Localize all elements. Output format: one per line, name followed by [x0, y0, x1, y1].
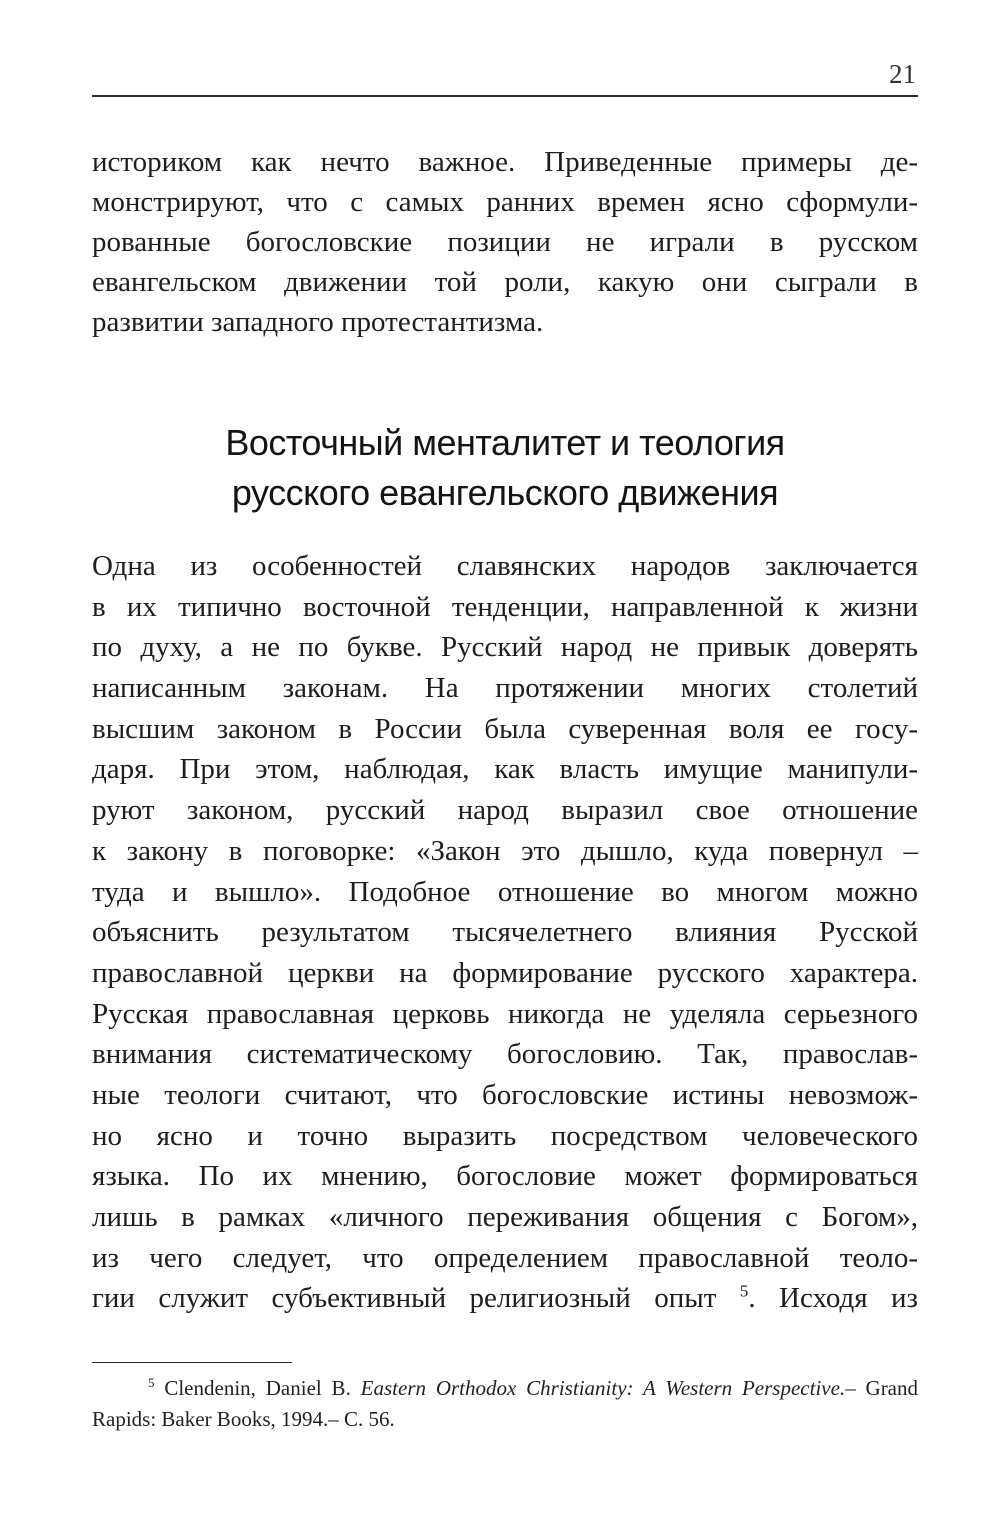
text-line: внимания систематическому богословию. Так, православ-: [92, 1038, 918, 1071]
text-line: к закону в поговорке: «Закон это дышло, куда повернул –: [92, 834, 918, 867]
page-number: 21: [889, 59, 916, 89]
section-heading-line-2: русского евангельского движения: [231, 472, 779, 513]
footnote-rule: [92, 1362, 292, 1363]
footnote: [92, 1373, 918, 1435]
paragraph-main: [92, 546, 918, 1319]
text-line: написанным законам. На протяжении многих столетий: [92, 672, 918, 705]
text-line: языка. По их мнению, богословие может формироваться: [92, 1160, 918, 1193]
text-line: высшим законом в России была суверенная воля ее госу-: [92, 712, 918, 745]
text-line: Одна из особенностей славянских народов заключается: [92, 550, 918, 582]
text-line: развитии западного протестантизма.: [92, 306, 544, 338]
text-line: историком как нечто важное. Приведенные примеры де-: [92, 146, 918, 178]
paragraph-continuation: [92, 142, 918, 342]
text-line: лишь в рамках «личного переживания общения с Богом»,: [92, 1201, 918, 1233]
text-line: руют законом, русский народ выразил свое отношение: [92, 794, 918, 827]
header-rule: [92, 95, 918, 97]
footnote-line-1: [92, 1373, 918, 1404]
text-line: даря. При этом, наблюдая, как власть имущие манипули-: [92, 753, 918, 786]
text-line: православной церкви на формирование русского характера.: [92, 956, 918, 989]
section-heading: [92, 418, 918, 518]
text-line: объяснить результатом тысячелетнего влияния Русской: [92, 916, 918, 949]
text-before-footnote-ref: гии служит субъективный религиозный опыт: [92, 1282, 740, 1315]
text-line: Русская православная церковь никогда не уделяла серьезного: [92, 997, 918, 1030]
footnote-author: Clendenin, Daniel B.: [154, 1376, 361, 1400]
text-line: ные теологи считают, что богословские истины невозмож-: [92, 1078, 918, 1111]
section-heading-line-1: Восточный менталитет и теология: [225, 422, 785, 463]
footnote-number: 5: [148, 1375, 155, 1390]
text-line: по духу, а не по букве. Русский народ не привык доверять: [92, 631, 918, 664]
footnote-title: Eastern Orthodox Christianity: A Western Perspective.: [360, 1376, 846, 1400]
footnote-reference[interactable]: 5: [739, 1281, 749, 1301]
text-line: но ясно и точно выразить посредством человеческого: [92, 1119, 918, 1152]
footnote-place-prefix: – Grand: [845, 1376, 919, 1400]
text-after-footnote-ref: . Исходя из: [748, 1282, 918, 1315]
text-line: евангельском движении той роли, какую они сыграли в: [92, 266, 918, 298]
text-line: из чего следует, что определением православной теоло-: [92, 1241, 918, 1274]
footnote-line-2: Rapids: Baker Books, 1994.– С. 56.: [92, 1407, 395, 1431]
text-line: в их типично восточной тенденции, направленной к жизни: [92, 590, 918, 623]
text-line: монстрируют, что с самых ранних времен ясно сформули-: [92, 186, 918, 218]
text-line: туда и вышло». Подобное отношение во многом можно: [92, 875, 918, 908]
text-line-last: [92, 1278, 918, 1319]
text-line: рованные богословские позиции не играли в русском: [92, 226, 918, 258]
